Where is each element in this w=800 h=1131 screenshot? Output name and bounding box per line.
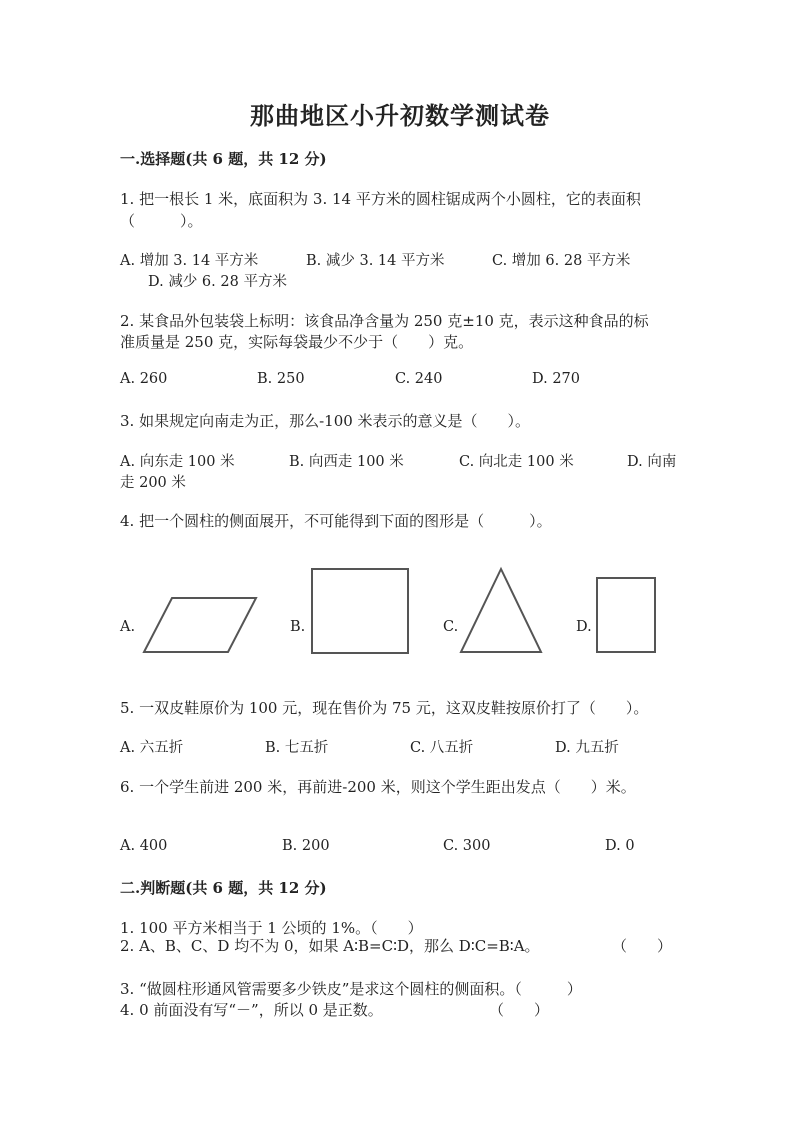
question-3-option-d[interactable]: D. 向南 bbox=[627, 454, 677, 470]
question-2-line-2: 准质量是 250 克，实际每袋最少不少于（ ）克。 bbox=[120, 333, 474, 351]
judgement-4: 4. 0 前面没有写“－”，所以 0 是正数。 bbox=[120, 1001, 383, 1019]
question-4-option-b[interactable]: B. bbox=[290, 619, 306, 635]
question-1-line-1: 1. 把一根长 1 米，底面积为 3. 14 平方米的圆柱锯成两个小圆柱，它的表面积 bbox=[120, 190, 641, 208]
parallelogram-icon bbox=[144, 598, 256, 652]
rectangle-icon bbox=[597, 578, 655, 652]
question-3-option-d-continued: 走 200 米 bbox=[120, 475, 186, 491]
question-6-line-1: 6. 一个学生前进 200 米，再前进-200 米，则这个学生距出发点（ ）米。 bbox=[120, 778, 636, 796]
question-4-option-a[interactable]: A. bbox=[120, 619, 136, 635]
question-1-option-c[interactable]: C. 增加 6. 28 平方米 bbox=[492, 253, 631, 269]
question-5-option-c[interactable]: C. 八五折 bbox=[410, 740, 474, 756]
section-heading-judgement: 二.判断题(共 6 题，共 12 分) bbox=[120, 879, 327, 897]
question-1-option-a[interactable]: A. 增加 3. 14 平方米 bbox=[120, 253, 259, 269]
question-5-option-d[interactable]: D. 九五折 bbox=[555, 740, 619, 756]
question-1-line-2: （ ）。 bbox=[120, 212, 203, 230]
judgement-2: 2. A、B、C、D 均不为 0，如果 A∶B=C∶D，那么 D∶C=B∶A。 bbox=[120, 937, 540, 955]
question-4-line-1: 4. 把一个圆柱的侧面展开，不可能得到下面的图形是（ ）。 bbox=[120, 512, 552, 530]
question-2-line-1: 2. 某食品外包装袋上标明：该食品净含量为 250 克±10 克，表示这种食品的标 bbox=[120, 312, 649, 330]
question-5-line-1: 5. 一双皮鞋原价为 100 元，现在售价为 75 元，这双皮鞋按原价打了（ ）。 bbox=[120, 699, 649, 717]
judgement-3: 3. “做圆柱形通风管需要多少铁皮”是求这个圆柱的侧面积。（ ） bbox=[120, 980, 582, 998]
question-6-option-d[interactable]: D. 0 bbox=[605, 838, 635, 854]
question-3-line-1: 3. 如果规定向南走为正，那么-100 米表示的意义是（ ）。 bbox=[120, 412, 531, 430]
question-3-option-a[interactable]: A. 向东走 100 米 bbox=[120, 454, 235, 470]
page-title: 那曲地区小升初数学测试卷 bbox=[250, 101, 550, 130]
question-4-figures bbox=[0, 560, 800, 670]
question-5-option-a[interactable]: A. 六五折 bbox=[120, 740, 184, 756]
judgement-4-answer-bracket[interactable]: （ ） bbox=[489, 1001, 550, 1019]
square-icon bbox=[312, 569, 408, 653]
section-heading-choice: 一.选择题(共 6 题，共 12 分) bbox=[120, 150, 327, 168]
question-4-option-c[interactable]: C. bbox=[443, 619, 459, 635]
question-6-option-c[interactable]: C. 300 bbox=[443, 838, 491, 854]
question-5-option-b[interactable]: B. 七五折 bbox=[265, 740, 329, 756]
question-1-option-d[interactable]: D. 减少 6. 28 平方米 bbox=[148, 274, 287, 290]
question-2-option-a[interactable]: A. 260 bbox=[120, 371, 168, 387]
judgement-1: 1. 100 平方米相当于 1 公顷的 1%。（ ） bbox=[120, 919, 423, 937]
judgement-2-answer-bracket[interactable]: （ ） bbox=[612, 937, 673, 955]
question-2-option-b[interactable]: B. 250 bbox=[257, 371, 305, 387]
question-6-option-a[interactable]: A. 400 bbox=[120, 838, 168, 854]
question-2-option-d[interactable]: D. 270 bbox=[532, 371, 581, 387]
question-3-option-b[interactable]: B. 向西走 100 米 bbox=[289, 454, 404, 470]
question-6-option-b[interactable]: B. 200 bbox=[282, 838, 330, 854]
triangle-icon bbox=[461, 569, 541, 652]
question-3-option-c[interactable]: C. 向北走 100 米 bbox=[459, 454, 574, 470]
question-2-option-c[interactable]: C. 240 bbox=[395, 371, 443, 387]
question-4-option-d[interactable]: D. bbox=[576, 619, 592, 635]
question-1-option-b[interactable]: B. 减少 3. 14 平方米 bbox=[306, 253, 445, 269]
